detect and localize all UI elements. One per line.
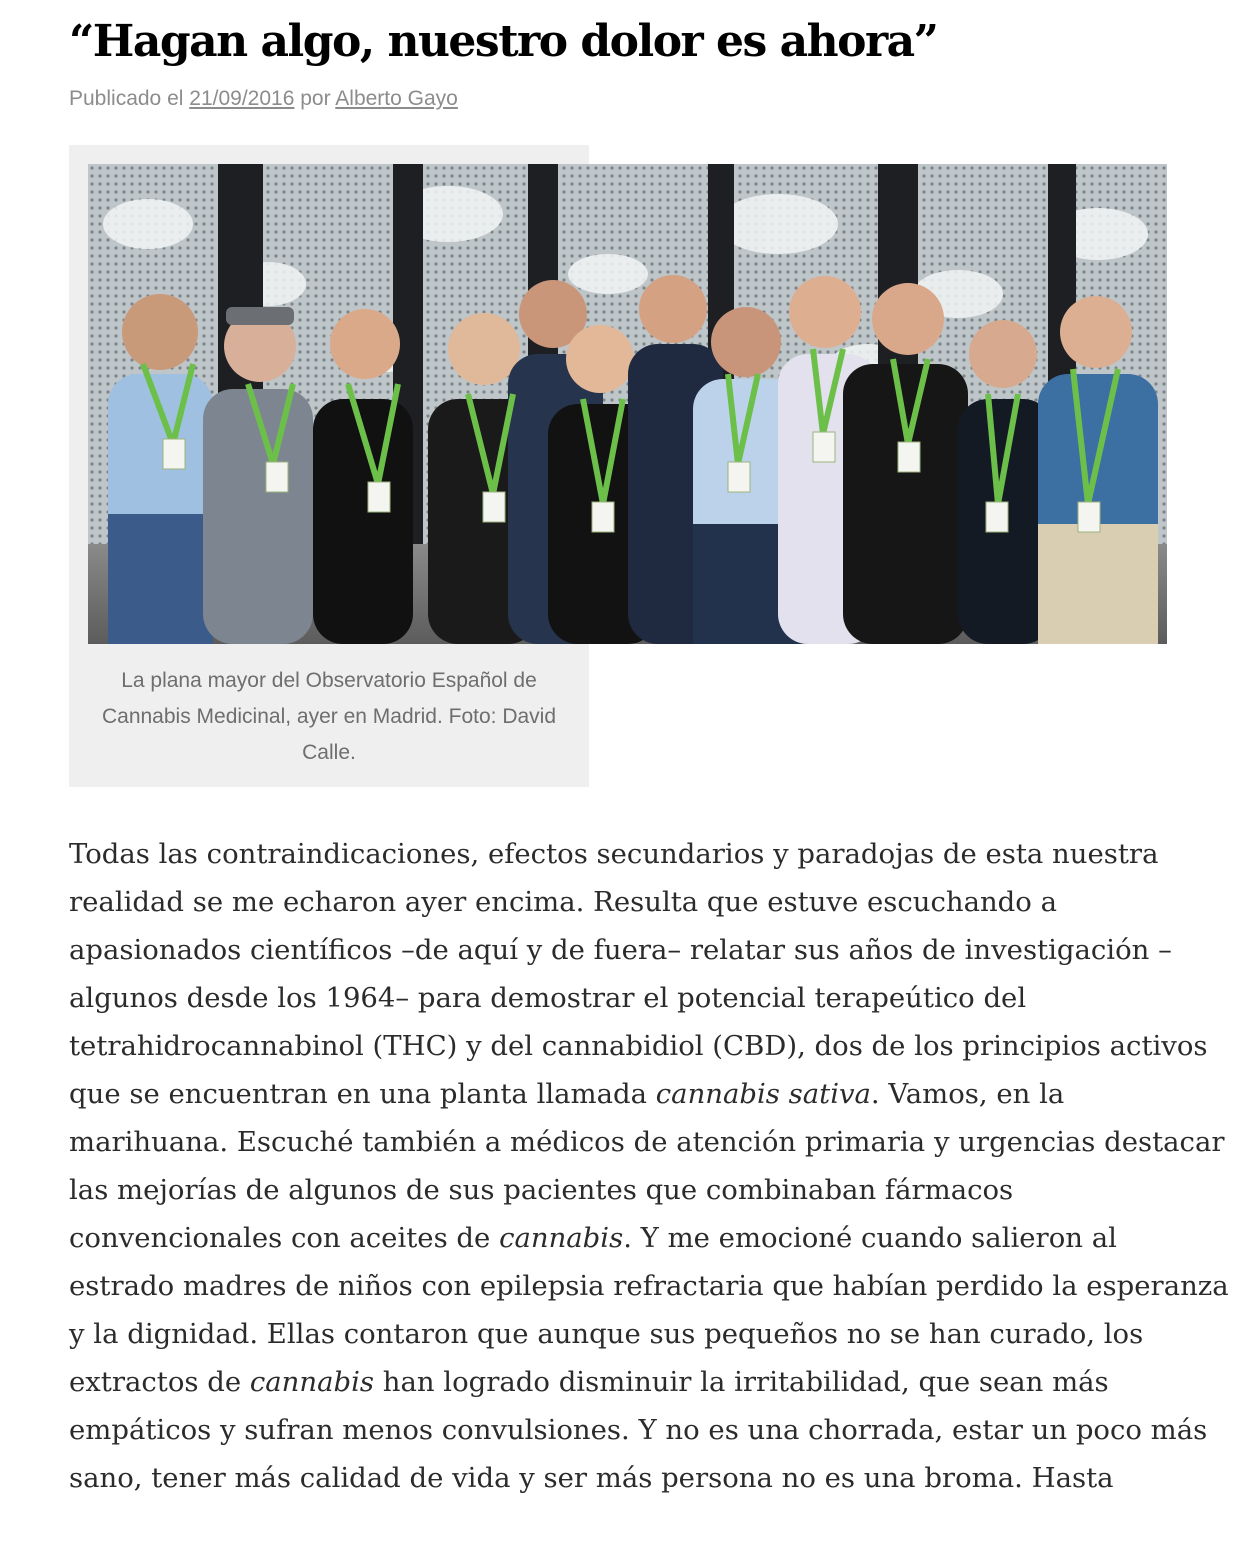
body-emphasis-1: cannabis sativa — [655, 1078, 871, 1110]
published-label: Publicado el — [69, 87, 184, 110]
group-photo[interactable] — [88, 164, 1167, 644]
date-link[interactable]: 21/09/2016 — [189, 87, 295, 110]
author-link[interactable]: Alberto Gayo — [335, 87, 458, 110]
body-text-3: . Y me emocioné cuando salieron al estrado madres de niños con epilepsia refractaria que habían perdido la esperanza y la dignidad. Ellas contaron que aunque sus pequeños no se han curado, los extractos de — [69, 1222, 1229, 1398]
article-title: “Hagan algo, nuestro dolor es ahora” — [69, 16, 938, 67]
body-emphasis-2: cannabis — [499, 1222, 624, 1254]
by-label: por — [300, 87, 331, 110]
body-text-2: . Vamos, en la marihuana. Escuché también a médicos de atención primaria y urgencias destacar las mejorías de algunos de sus pacientes que combinaban fármacos convencionales con aceites de — [69, 1078, 1225, 1254]
body-emphasis-3: cannabis — [249, 1366, 374, 1398]
byline — [69, 86, 1229, 112]
body-text-1: Todas las contraindicaciones, efectos secundarios y paradojas de esta nuestra realidad se me echaron ayer encima. Resulta que estuve escuchando a apasionados científicos –de aquí y de fuera– relatar sus años de investigación –algunos desde los 1964– para demostrar el potencial terapeútico del tetrahidrocannabinol (THC) y del cannabidiol (CBD), dos de los principios activos que se encuentran en una planta llamada — [69, 838, 1208, 1110]
figure — [69, 145, 589, 787]
article — [69, 0, 1229, 1494]
article-body — [69, 830, 1229, 1502]
body-paragraph — [69, 830, 1229, 1502]
photo-caption: La plana mayor del Observatorio Español de Cannabis Medicinal, ayer en Madrid. Foto: David Calle. — [101, 669, 557, 764]
body-text-4: han logrado disminuir la irritabilidad, que sean más empáticos y sufran menos convulsiones. Y no es una chorrada, estar un poco más sano, tener más calidad de vida y ser más persona no es una broma. Hasta — [69, 1366, 1208, 1494]
